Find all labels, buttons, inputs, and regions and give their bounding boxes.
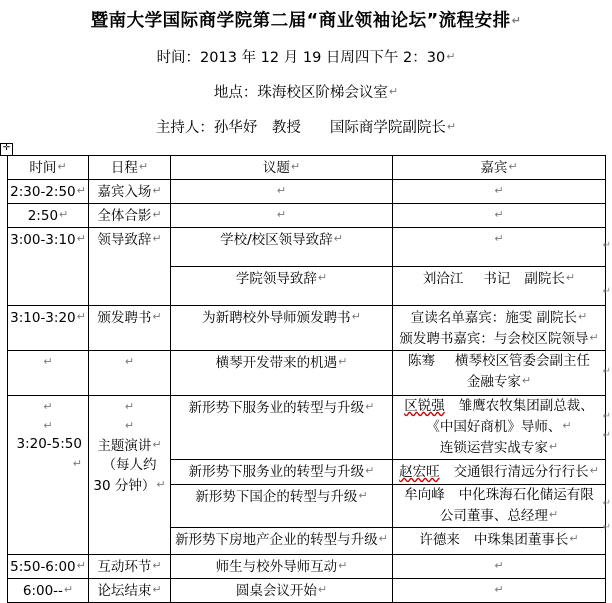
- guest-line-2: [395, 328, 603, 349]
- cell-schedule-text: 互动环节: [97, 559, 152, 575]
- cell-topic: [171, 485, 393, 528]
- cell-schedule: [89, 555, 171, 579]
- cell-topic: [171, 204, 393, 228]
- table-row: [8, 396, 606, 460]
- cell-time: [8, 579, 89, 603]
- paragraph-mark-icon: ↵: [494, 583, 504, 596]
- guest-line-3: [395, 437, 603, 458]
- table-row: [8, 204, 606, 228]
- paragraph-mark-icon: ↵: [152, 184, 162, 197]
- event-place-line: [0, 81, 612, 104]
- paragraph-mark-icon: ↵: [569, 532, 579, 545]
- event-time-text: 时间：2013 年 12 月 19 日周四下午 2：30: [156, 50, 446, 66]
- cell-topic-text: 圆桌会议开始: [235, 583, 317, 599]
- document-header: [0, 0, 612, 139]
- paragraph-mark-icon: ↵: [152, 438, 162, 451]
- paragraph-mark-icon: ↵: [276, 184, 287, 197]
- cell-time-text: 6:00--: [22, 583, 63, 599]
- cell-topic: [171, 528, 393, 555]
- guest-title-1: 书记: [483, 271, 511, 287]
- paragraph-mark-icon: ↵: [156, 478, 166, 491]
- event-host-line: [0, 116, 612, 139]
- cell-schedule-text: 嘉宾入场: [97, 184, 152, 200]
- column-header-time: [8, 156, 89, 180]
- column-header-topic: [171, 156, 393, 180]
- schedule-table: [7, 155, 606, 603]
- empty-paragraph: [91, 416, 168, 435]
- paragraph-mark-icon: ↵: [152, 208, 162, 221]
- cell-topic-text: 横琴开发带来的机遇: [215, 355, 338, 371]
- cell-topic: [171, 306, 393, 351]
- paragraph-mark-icon: ↵: [76, 232, 86, 245]
- cell-schedule: [89, 396, 171, 555]
- cell-time-text: 2:50: [27, 208, 59, 224]
- column-header-schedule: [89, 156, 171, 180]
- paragraph-mark-icon: ↵: [317, 583, 328, 596]
- paragraph-mark-icon: ↵: [565, 271, 576, 284]
- empty-paragraph: [91, 397, 168, 416]
- paragraph-mark-icon: ↵: [446, 120, 457, 133]
- cell-topic: [171, 579, 393, 603]
- cell-schedule: [89, 579, 171, 603]
- paragraph-mark-icon: ↵: [124, 419, 135, 432]
- paragraph-mark-icon: ↵: [602, 522, 611, 533]
- schedule-line-2: [91, 456, 168, 475]
- cell-topic: [171, 396, 393, 460]
- cell-topic-text: 新形势下房地产企业的转型与升级: [175, 532, 378, 548]
- paragraph-mark-icon: ↵: [548, 508, 559, 521]
- guest-title-2: 副院长: [524, 271, 565, 287]
- cell-time: [8, 555, 89, 579]
- guest-name: 区锐强: [404, 398, 445, 414]
- event-place-text: 地点：珠海校区阶梯会议室: [213, 85, 388, 101]
- paragraph-mark-icon: ↵: [43, 355, 53, 368]
- cell-time: [8, 396, 89, 555]
- cell-topic-text: 新形势下服务业的转型与升级: [188, 464, 365, 480]
- page-title-text: 暨南大学国际商学院第二届“商业领袖论坛”流程安排: [90, 11, 511, 31]
- paragraph-mark-icon: ↵: [602, 430, 611, 441]
- paragraph-mark-icon: ↵: [276, 208, 287, 221]
- cell-topic: [171, 555, 393, 579]
- guest-name: 许德来: [419, 532, 460, 548]
- cell-schedule-text: 颁发聘书: [97, 310, 152, 326]
- paragraph-mark-icon: ↵: [63, 583, 74, 596]
- column-header-guest-label: 嘉宾: [480, 160, 508, 176]
- guest-line-2: [395, 416, 603, 437]
- guest-desc-2: 公司董事、总经理: [439, 508, 548, 524]
- guest-line-2-text: 颁发聘书嘉宾：与会校区院领导: [399, 331, 589, 347]
- event-host-text: 主持人：孙华妤 教授 国际商学院副院长: [155, 120, 446, 136]
- cell-schedule: [89, 180, 171, 204]
- paragraph-mark-icon: ↵: [589, 464, 599, 477]
- guest-name: 赵宏旺: [399, 464, 440, 480]
- paragraph-mark-icon: ↵: [152, 559, 162, 572]
- guest-line-2: [395, 371, 603, 392]
- paragraph-mark-icon: ↵: [76, 310, 86, 323]
- paragraph-mark-icon: ↵: [138, 160, 149, 173]
- column-header-guest: [393, 156, 606, 180]
- cell-guest: [393, 228, 606, 267]
- cell-time: [8, 228, 89, 306]
- paragraph-mark-icon: ↵: [124, 400, 135, 413]
- paragraph-mark-icon: ↵: [602, 366, 611, 377]
- cell-time: [8, 204, 89, 228]
- paragraph-mark-icon: ↵: [317, 271, 328, 284]
- table-row: [8, 579, 606, 603]
- paragraph-mark-icon: ↵: [338, 355, 348, 368]
- cell-topic-text: 新形势下服务业的转型与升级: [188, 400, 365, 416]
- cell-guest: [393, 460, 606, 485]
- schedule-line-3-text: 30 分钟）: [93, 478, 156, 494]
- page-title: [0, 8, 612, 34]
- schedule-line-1: [91, 435, 168, 456]
- paragraph-mark-icon: ↵: [290, 160, 301, 173]
- cell-guest: [393, 579, 606, 603]
- table-row: [8, 228, 606, 267]
- guest-desc-1: 横琴校区管委会副主任: [455, 353, 590, 369]
- paragraph-mark-icon: ↵: [602, 498, 611, 509]
- paragraph-mark-icon: ↵: [76, 559, 86, 572]
- guest-line-1: [395, 307, 603, 328]
- paragraph-mark-icon: ↵: [508, 160, 518, 173]
- cell-guest: [393, 528, 606, 555]
- empty-paragraph: [10, 397, 86, 416]
- cell-time: [8, 351, 89, 396]
- cell-guest: [393, 306, 606, 351]
- paragraph-mark-icon: ↵: [548, 440, 559, 453]
- schedule-line-1-text: 主题演讲: [97, 438, 152, 454]
- paragraph-mark-icon: ↵: [76, 184, 86, 197]
- guest-name: 牟向峰: [404, 487, 445, 503]
- paragraph-mark-icon: ↵: [494, 184, 504, 197]
- column-header-time-label: 时间: [29, 160, 57, 176]
- guest-line-1: [395, 397, 603, 416]
- cell-time-text: 3:00-3:10: [10, 232, 76, 248]
- paragraph-mark-icon: ↵: [378, 532, 388, 545]
- paragraph-mark-icon: ↵: [43, 400, 53, 413]
- paragraph-mark-icon: ↵: [358, 489, 368, 502]
- schedule-table-wrapper: [7, 155, 605, 603]
- cell-time-text: 3:10-3:20: [10, 310, 76, 326]
- cell-guest: [393, 351, 606, 396]
- cell-time: [8, 306, 89, 351]
- paragraph-mark-icon: ↵: [589, 331, 599, 344]
- paragraph-mark-icon: ↵: [43, 419, 53, 432]
- cell-schedule: [89, 204, 171, 228]
- paragraph-mark-icon: ↵: [446, 50, 456, 63]
- event-time-line: [0, 46, 612, 69]
- cell-schedule-text: 论坛结束: [97, 583, 152, 599]
- guest-line-1: [395, 486, 603, 505]
- cell-topic-text: 学校/校区领导致辞: [220, 232, 333, 248]
- guest-line-1: [395, 352, 603, 371]
- cell-topic-text: 新形势下国企的转型与升级: [195, 489, 358, 505]
- guest-desc-1: 中珠集团董事长: [473, 532, 569, 548]
- paragraph-mark-icon: ↵: [333, 232, 343, 245]
- guest-name: 刘洽江: [422, 271, 464, 287]
- paragraph-mark-icon: ↵: [338, 559, 348, 572]
- paragraph-mark-icon: ↵: [562, 419, 572, 432]
- table-move-handle-icon[interactable]: ✛: [0, 143, 13, 156]
- schedule-line-3: [91, 475, 168, 496]
- guest-desc-2: 《中国好商机》导师、: [426, 419, 562, 435]
- paragraph-mark-icon: ↵: [521, 374, 532, 387]
- cell-topic: [171, 180, 393, 204]
- paragraph-mark-icon: ↵: [152, 583, 162, 596]
- paragraph-mark-icon: ↵: [494, 232, 504, 245]
- cell-schedule-text: 领导致辞: [97, 232, 152, 248]
- paragraph-mark-icon: ↵: [602, 286, 611, 297]
- cell-time-text: 5:50-6:00: [10, 559, 76, 575]
- guest-line-1-text: 宣读名单嘉宾：施雯 副院长: [410, 310, 578, 326]
- cell-guest: [393, 180, 606, 204]
- cell-topic-text: 学院领导致辞: [235, 271, 317, 287]
- paragraph-mark-icon: ↵: [494, 208, 504, 221]
- cell-topic-text: 师生与校外导师互动: [215, 559, 338, 575]
- guest-name: 陈骞: [408, 353, 435, 369]
- cell-schedule: [89, 306, 171, 351]
- schedule-line-2-text: （每人约: [102, 457, 157, 473]
- guest-line-2: [395, 505, 603, 526]
- guest-desc-2: 金融专家: [466, 374, 521, 390]
- cell-topic: [171, 267, 393, 306]
- guest-desc-3: 连锁运营实战专家: [439, 440, 548, 456]
- paragraph-mark-icon: ↵: [602, 411, 611, 422]
- paragraph-mark-icon: ↵: [578, 310, 588, 323]
- column-header-topic-label: 议题: [262, 160, 290, 176]
- cell-topic-text: 为新聘校外导师颁发聘书: [202, 310, 351, 326]
- cell-guest: [393, 267, 606, 306]
- paragraph-mark-icon: ↵: [59, 208, 69, 221]
- paragraph-mark-icon: ↵: [602, 240, 611, 251]
- cell-topic: [171, 228, 393, 267]
- cell-guest: [393, 204, 606, 228]
- guest-desc-1: 雏鹰农牧集团副总裁、: [458, 398, 594, 414]
- guest-desc-1: 交通银行清远分行行长: [453, 464, 589, 480]
- cell-time-text: 2:30-2:50: [10, 184, 76, 200]
- cell-time: [8, 180, 89, 204]
- paragraph-mark-icon: ↵: [124, 355, 135, 368]
- paragraph-mark-icon: ↵: [365, 400, 375, 413]
- paragraph-mark-icon: ↵: [511, 14, 522, 27]
- cell-guest: [393, 396, 606, 460]
- paragraph-mark-icon: ↵: [351, 310, 361, 323]
- paragraph-mark-icon: ↵: [152, 310, 162, 323]
- cell-time-value: [10, 435, 86, 475]
- table-row: [8, 306, 606, 351]
- table-header-row: [8, 156, 606, 180]
- cell-schedule: [89, 351, 171, 396]
- guest-desc-1: 中化珠海石化储运有限: [458, 487, 594, 503]
- cell-time-text: 3:20-5:50: [16, 436, 82, 452]
- paragraph-mark-icon: ↵: [494, 559, 504, 572]
- cell-guest: [393, 485, 606, 528]
- cell-guest: [393, 555, 606, 579]
- cell-schedule-text: 全体合影: [97, 208, 152, 224]
- empty-paragraph: [10, 416, 86, 435]
- table-row: [8, 351, 606, 396]
- cell-schedule: [89, 228, 171, 306]
- paragraph-mark-icon: ↵: [72, 457, 82, 470]
- table-row: [8, 555, 606, 579]
- paragraph-mark-icon: ↵: [365, 464, 375, 477]
- column-header-schedule-label: 日程: [110, 160, 138, 176]
- cell-topic: [171, 351, 393, 396]
- table-row: [8, 180, 606, 204]
- paragraph-mark-icon: ↵: [388, 85, 399, 98]
- cell-topic: [171, 460, 393, 485]
- paragraph-mark-icon: ↵: [57, 160, 67, 173]
- paragraph-mark-icon: ↵: [152, 232, 162, 245]
